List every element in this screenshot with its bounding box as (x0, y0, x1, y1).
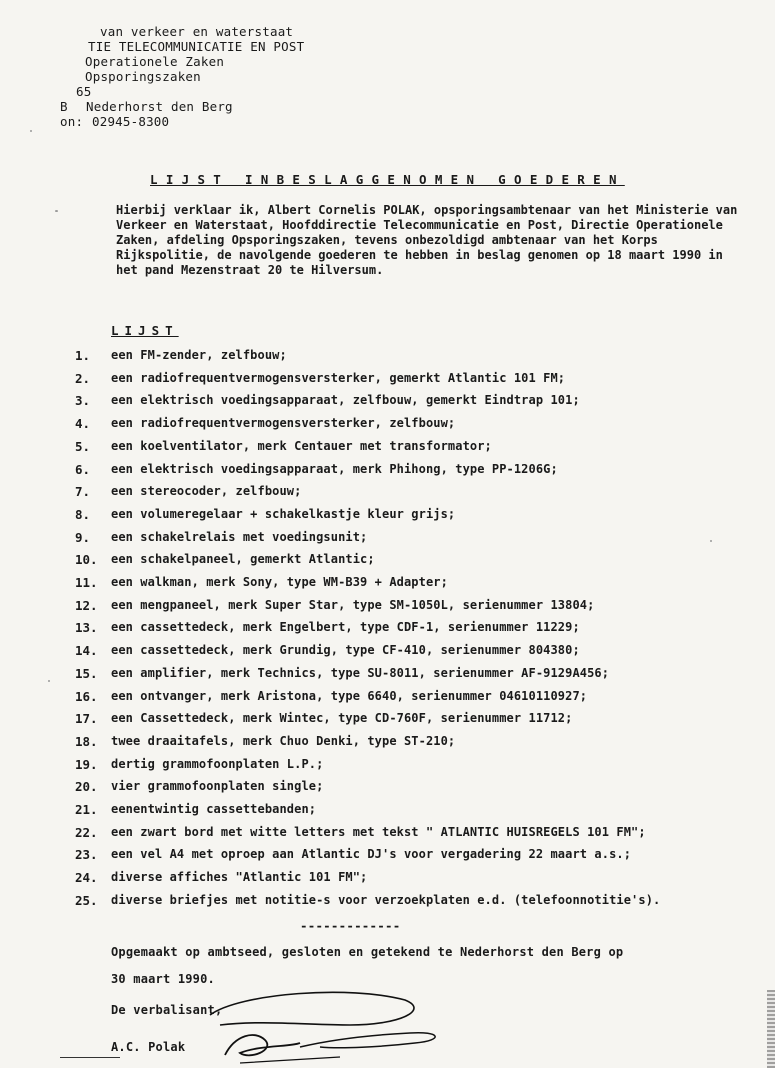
list-item-text: een schakelrelais met voedingsunit; (111, 530, 368, 544)
list-item-text: een radiofrequentvermogensversterker, gemerkt Atlantic 101 FM; (111, 371, 566, 385)
list-item-text: een schakelpaneel, gemerkt Atlantic; (111, 552, 375, 566)
list-item-text: een volumeregelaar + schakelkastje kleur grijs; (111, 507, 456, 521)
list-item-number: 7. (75, 484, 91, 499)
list-item-number: 3. (75, 393, 91, 408)
header-department: Operationele Zaken (85, 54, 225, 69)
list-item-text: een elektrisch voedingsapparaat, merk Phihong, type PP-1206G; (111, 462, 558, 476)
list-item-number: 14. (75, 643, 98, 658)
header-section: Opsporingszaken (85, 69, 201, 84)
list-item-number: 8. (75, 507, 91, 522)
list-item-text: dertig grammofoonplaten L.P.; (111, 757, 324, 771)
closing-line-2: 30 maart 1990. (111, 972, 215, 986)
list-item-text: diverse affiches "Atlantic 101 FM"; (111, 870, 368, 884)
list-item-text: een ontvanger, merk Aristona, type 6640, serienummer 04610110927; (111, 689, 588, 703)
list-item-number: 23. (75, 847, 98, 862)
list-item-number: 18. (75, 734, 98, 749)
header-phone-label: on: (60, 114, 84, 129)
signer-name: A.C. Polak (111, 1040, 186, 1054)
list-item-text: een mengpaneel, merk Super Star, type SM-1050L, serienummer 13804; (111, 598, 595, 612)
list-item-text: een radiofrequentvermogensversterker, zelfbouw; (111, 416, 456, 430)
list-item-text: een zwart bord met witte letters met tekst " ATLANTIC HUISREGELS 101 FM"; (111, 825, 646, 839)
header-ministry: van verkeer en waterstaat (100, 24, 294, 39)
list-item-number: 9. (75, 530, 91, 545)
scan-speck (55, 210, 58, 212)
list-item-number: 19. (75, 757, 98, 772)
list-item-number: 6. (75, 462, 91, 477)
list-item-text: een walkman, merk Sony, type WM-B39 + Adapter; (111, 575, 448, 589)
closing-line-1: Opgemaakt op ambtseed, gesloten en getekend te Nederhorst den Berg op (111, 945, 624, 959)
list-item-number: 13. (75, 620, 98, 635)
intro-paragraph: Hierbij verklaar ik, Albert Cornelis POLAK, opsporingsambtenaar van het Ministerie van Verkeer en Waterstaat, Hoofddirectie Telecommunicatie en Post, Directie Operationele Zaken, afdeling Opsporingszaken, tevens onbezoldigd ambtenaar van het Korps Rijkspolitie, de navolgende goederen te hebben in beslag genomen op 18 maart 1990 in het pand Mezenstraat 20 te Hilversum. (116, 203, 745, 278)
list-item-number: 25. (75, 893, 98, 908)
list-item-number: 17. (75, 711, 98, 726)
list-item-number: 1. (75, 348, 91, 363)
list-item-text: een elektrisch voedingsapparaat, zelfbouw, gemerkt Eindtrap 101; (111, 393, 580, 407)
scan-speck (710, 540, 712, 542)
list-item-number: 5. (75, 439, 91, 454)
header-number: 65 (76, 84, 92, 99)
list-item-text: een Cassettedeck, merk Wintec, type CD-760F, serienummer 11712; (111, 711, 573, 725)
list-item-text: vier grammofoonplaten single; (111, 779, 324, 793)
list-item-text: een cassettedeck, merk Engelbert, type CDF-1, serienummer 11229; (111, 620, 580, 634)
list-item-number: 22. (75, 825, 98, 840)
list-item-number: 20. (75, 779, 98, 794)
header-city: Nederhorst den Berg (86, 99, 233, 114)
list-item-number: 15. (75, 666, 98, 681)
list-item-text: een cassettedeck, merk Grundig, type CF-410, serienummer 804380; (111, 643, 580, 657)
list-heading: LIJST (111, 323, 179, 338)
document-title: LIJST INBESLAGGENOMEN GOEDEREN (150, 172, 625, 187)
scan-line (60, 1057, 120, 1058)
list-item-number: 16. (75, 689, 98, 704)
handwritten-signature (180, 985, 480, 1065)
scan-edge (767, 990, 775, 1068)
list-item-number: 4. (75, 416, 91, 431)
header-phone: 02945-8300 (92, 114, 170, 129)
list-item-number: 11. (75, 575, 98, 590)
list-item-text: een FM-zender, zelfbouw; (111, 348, 287, 362)
header-prefix: B (60, 99, 68, 114)
list-item-number: 21. (75, 802, 98, 817)
list-item-text: twee draaitafels, merk Chuo Denki, type ST-210; (111, 734, 456, 748)
list-item-text: eenentwintig cassettebanden; (111, 802, 317, 816)
list-item-text: een stereocoder, zelfbouw; (111, 484, 302, 498)
list-item-number: 10. (75, 552, 98, 567)
list-item-text: een koelventilator, merk Centauer met transformator; (111, 439, 492, 453)
scan-speck (30, 130, 32, 132)
list-item-number: 12. (75, 598, 98, 613)
verbalisant-label: De verbalisant, (111, 1003, 223, 1017)
list-item-text: een amplifier, merk Technics, type SU-8011, serienummer AF-9129A456; (111, 666, 610, 680)
list-item-text: diverse briefjes met notitie-s voor verzoekplaten e.d. (telefoonnotitie's). (111, 893, 661, 907)
list-item-text: een vel A4 met oproep aan Atlantic DJ's voor vergadering 22 maart a.s.; (111, 847, 632, 861)
list-item-number: 24. (75, 870, 98, 885)
list-item-number: 2. (75, 371, 91, 386)
header-directorate: TIE TELECOMMUNICATIE EN POST (88, 39, 305, 54)
scan-speck (48, 680, 50, 682)
separator: ------------- (300, 918, 401, 933)
